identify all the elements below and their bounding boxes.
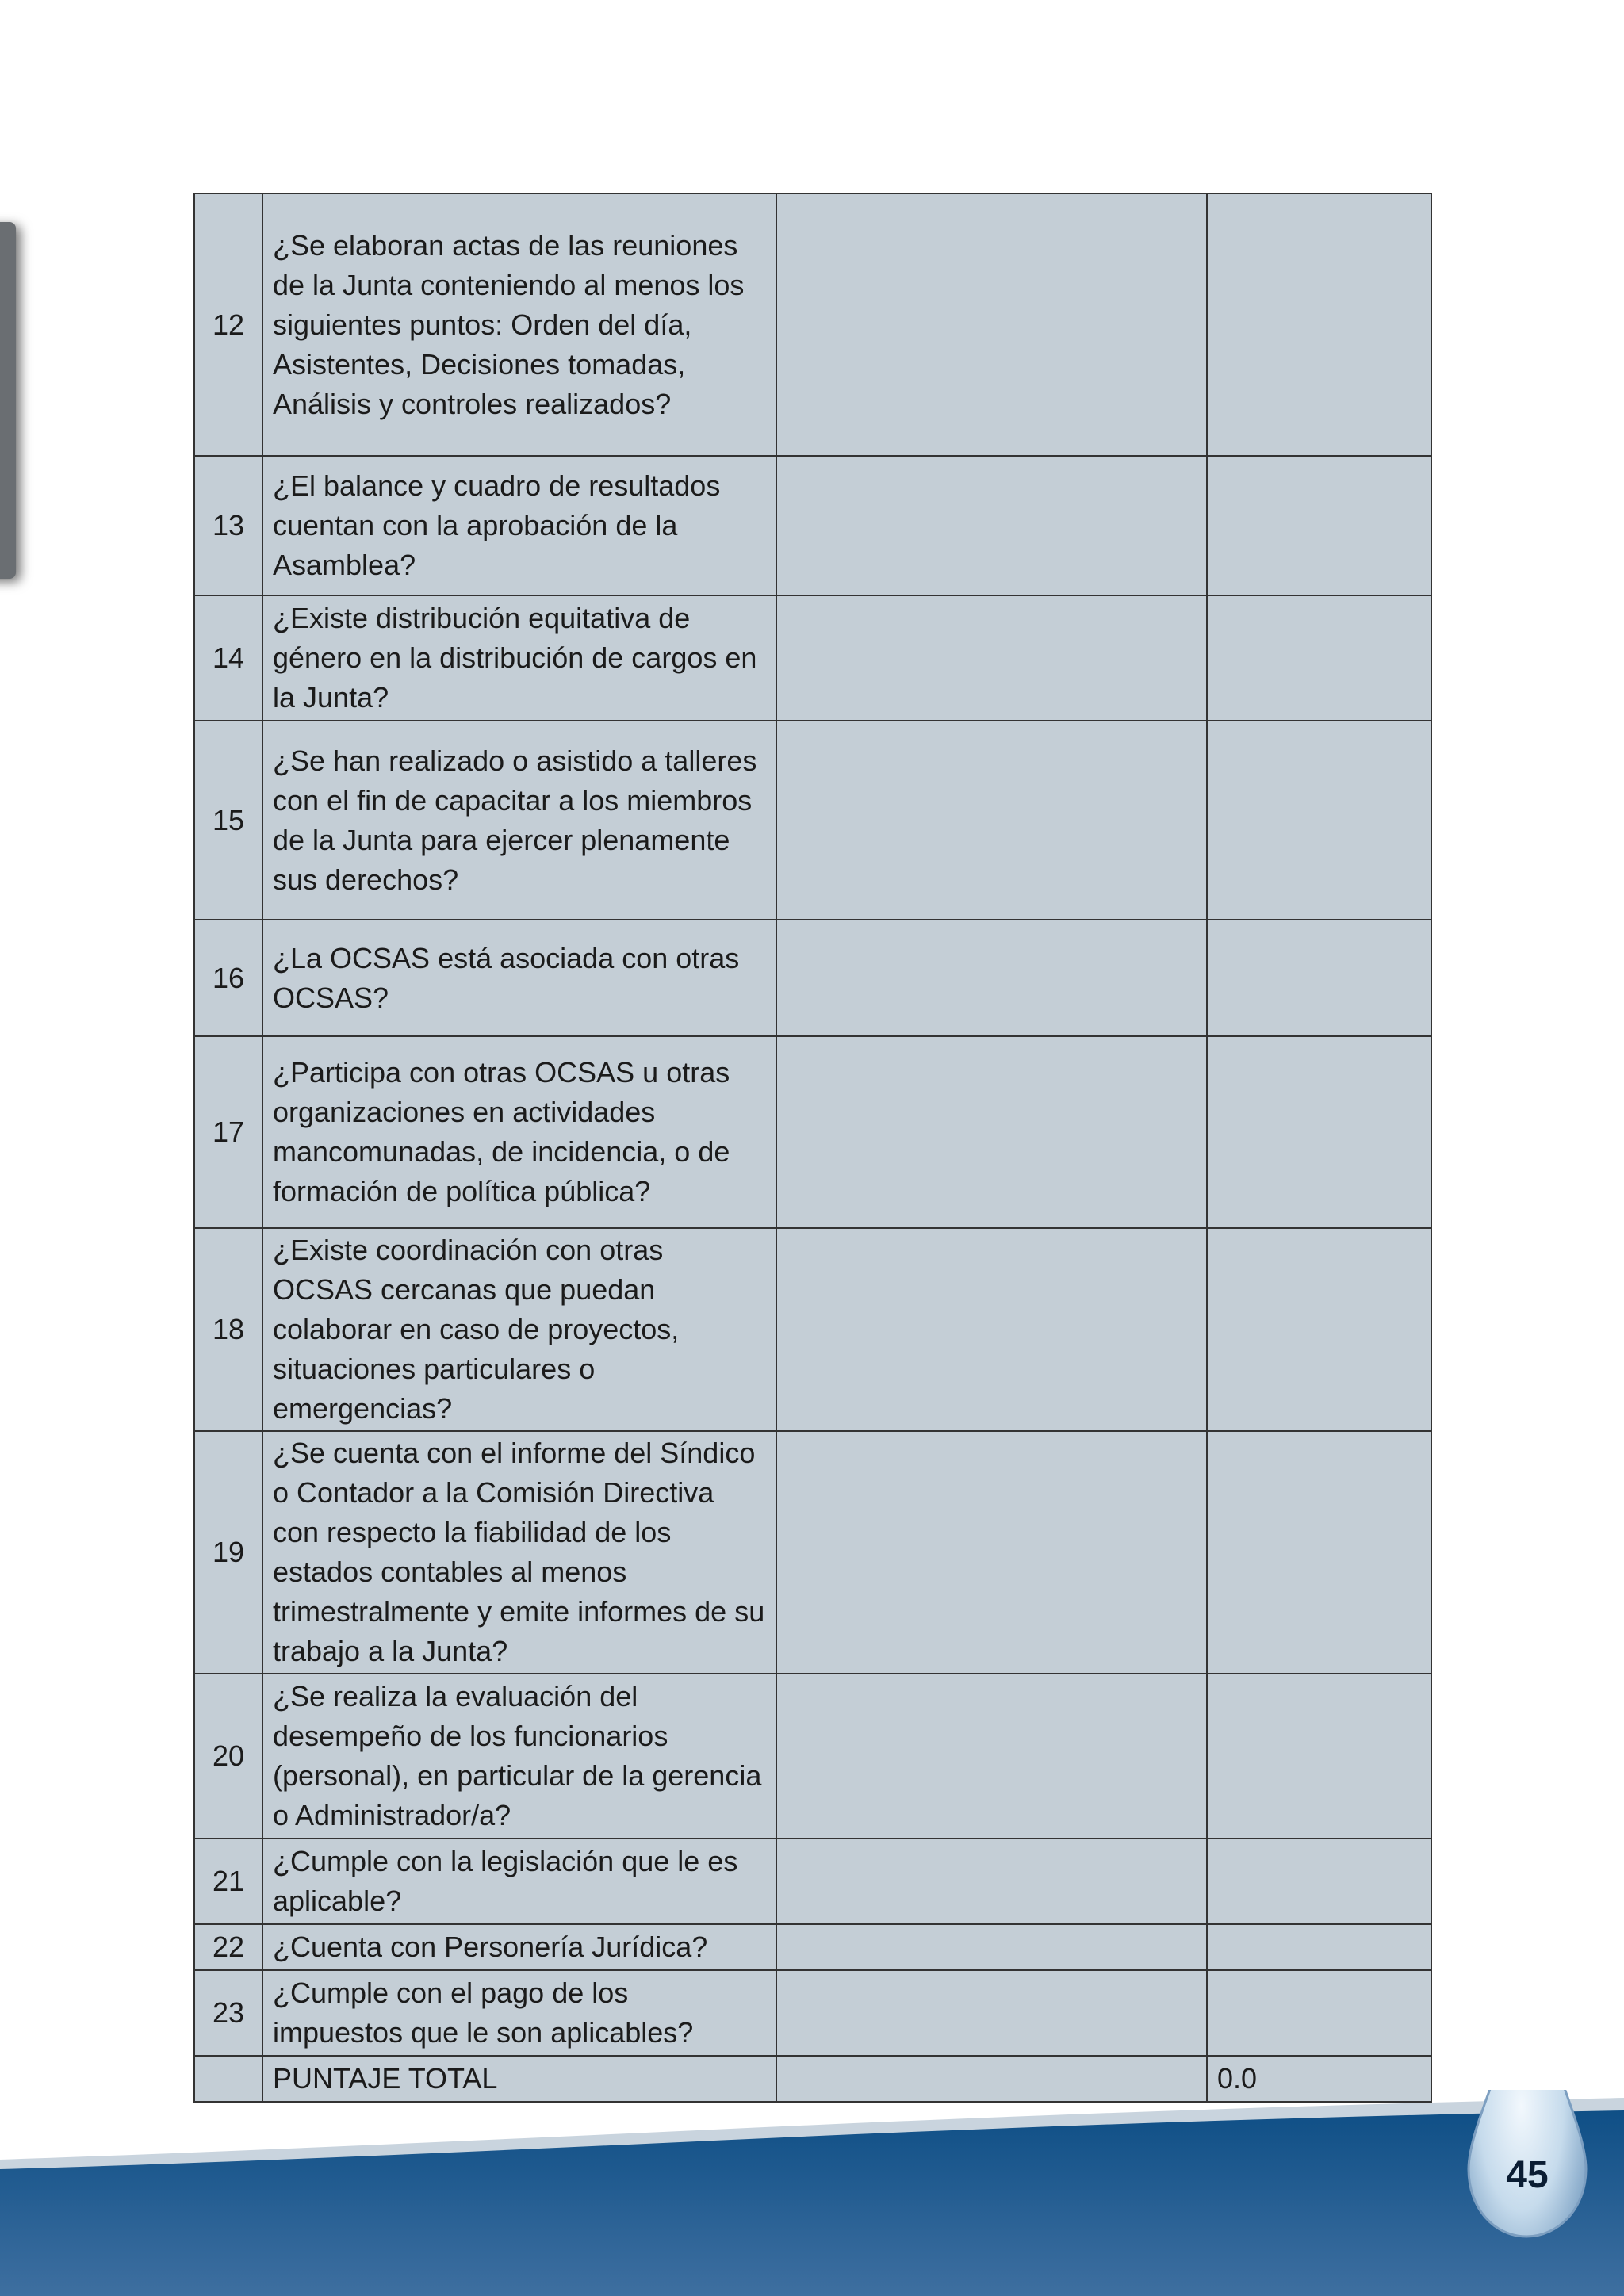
table-row: [194, 1431, 1431, 1674]
table-row: [194, 721, 1431, 920]
score-cell[interactable]: [1207, 1228, 1431, 1431]
answer-cell[interactable]: [776, 1674, 1207, 1839]
row-number: 20: [194, 1674, 262, 1839]
page-number: 45: [1506, 2154, 1549, 2196]
total-score: 0.0: [1207, 2056, 1431, 2102]
answer-cell[interactable]: [776, 920, 1207, 1036]
side-tab: [0, 222, 16, 579]
row-number: 18: [194, 1228, 262, 1431]
score-cell[interactable]: [1207, 1674, 1431, 1839]
answer-cell[interactable]: [776, 193, 1207, 456]
score-cell[interactable]: [1207, 920, 1431, 1036]
row-number: 23: [194, 1970, 262, 2056]
score-cell[interactable]: [1207, 193, 1431, 456]
row-number: 15: [194, 721, 262, 920]
table-row: [194, 1924, 1431, 1970]
question-cell: ¿Existe coordinación con otras OCSAS cercanas que puedan colaborar en caso de proyectos, situaciones particulares o emergencias?: [262, 1228, 776, 1431]
question-cell: ¿Cumple con el pago de los impuestos que le son aplicables?: [262, 1970, 776, 2056]
row-number: 12: [194, 193, 262, 456]
question-cell: ¿Existe distribución equitativa de género en la distribución de cargos en la Junta?: [262, 595, 776, 721]
table-row: [194, 1970, 1431, 2056]
question-cell: ¿Cumple con la legislación que le es aplicable?: [262, 1839, 776, 1924]
table-row: [194, 920, 1431, 1036]
score-cell[interactable]: [1207, 1970, 1431, 2056]
row-number: 16: [194, 920, 262, 1036]
score-cell[interactable]: [1207, 721, 1431, 920]
table-row: [194, 1839, 1431, 1924]
row-number: 14: [194, 595, 262, 721]
row-number: 21: [194, 1839, 262, 1924]
table-row: [194, 456, 1431, 595]
table-row: [194, 1228, 1431, 1431]
answer-cell[interactable]: [776, 1970, 1207, 2056]
table-row: [194, 1674, 1431, 1839]
question-cell: ¿El balance y cuadro de resultados cuentan con la aprobación de la Asamblea?: [262, 456, 776, 595]
total-label: PUNTAJE TOTAL: [262, 2056, 776, 2102]
answer-cell[interactable]: [776, 1431, 1207, 1674]
score-cell[interactable]: [1207, 1839, 1431, 1924]
row-number: 19: [194, 1431, 262, 1674]
score-cell[interactable]: [1207, 1924, 1431, 1970]
question-cell: ¿Participa con otras OCSAS u otras organizaciones en actividades mancomunadas, de incidencia, o de formación de política pública?: [262, 1036, 776, 1228]
footer-wave: [0, 2090, 1624, 2296]
row-number: 13: [194, 456, 262, 595]
score-cell[interactable]: [1207, 595, 1431, 721]
question-cell: ¿Se elaboran actas de las reuniones de la Junta conteniendo al menos los siguientes puntos: Orden del día, Asistentes, Decisiones tomadas, Análisis y controles realizados?: [262, 193, 776, 456]
question-cell: ¿Cuenta con Personería Jurídica?: [262, 1924, 776, 1970]
question-cell: ¿Se han realizado o asistido a talleres con el fin de capacitar a los miembros de la Junta para ejercer plenamente sus derechos?: [262, 721, 776, 920]
table-row: [194, 193, 1431, 456]
table-row: [194, 1036, 1431, 1228]
answer-cell[interactable]: [776, 1839, 1207, 1924]
score-cell[interactable]: [1207, 456, 1431, 595]
score-cell[interactable]: [1207, 1431, 1431, 1674]
answer-cell[interactable]: [776, 1924, 1207, 1970]
answer-cell[interactable]: [776, 595, 1207, 721]
table-row: [194, 595, 1431, 721]
evaluation-table: [193, 193, 1432, 2103]
question-cell: ¿La OCSAS está asociada con otras OCSAS?: [262, 920, 776, 1036]
row-number: 17: [194, 1036, 262, 1228]
answer-cell[interactable]: [776, 1228, 1207, 1431]
answer-cell[interactable]: [776, 721, 1207, 920]
score-cell[interactable]: [1207, 1036, 1431, 1228]
question-cell: ¿Se cuenta con el informe del Síndico o Contador a la Comisión Directiva con respecto la fiabilidad de los estados contables al menos trimestralmente y emite informes de su trabajo a la Junta?: [262, 1431, 776, 1674]
question-cell: ¿Se realiza la evaluación del desempeño de los funcionarios (personal), en particular de la gerencia o Administrador/a?: [262, 1674, 776, 1839]
answer-cell[interactable]: [776, 456, 1207, 595]
answer-cell[interactable]: [776, 1036, 1207, 1228]
row-number: 22: [194, 1924, 262, 1970]
